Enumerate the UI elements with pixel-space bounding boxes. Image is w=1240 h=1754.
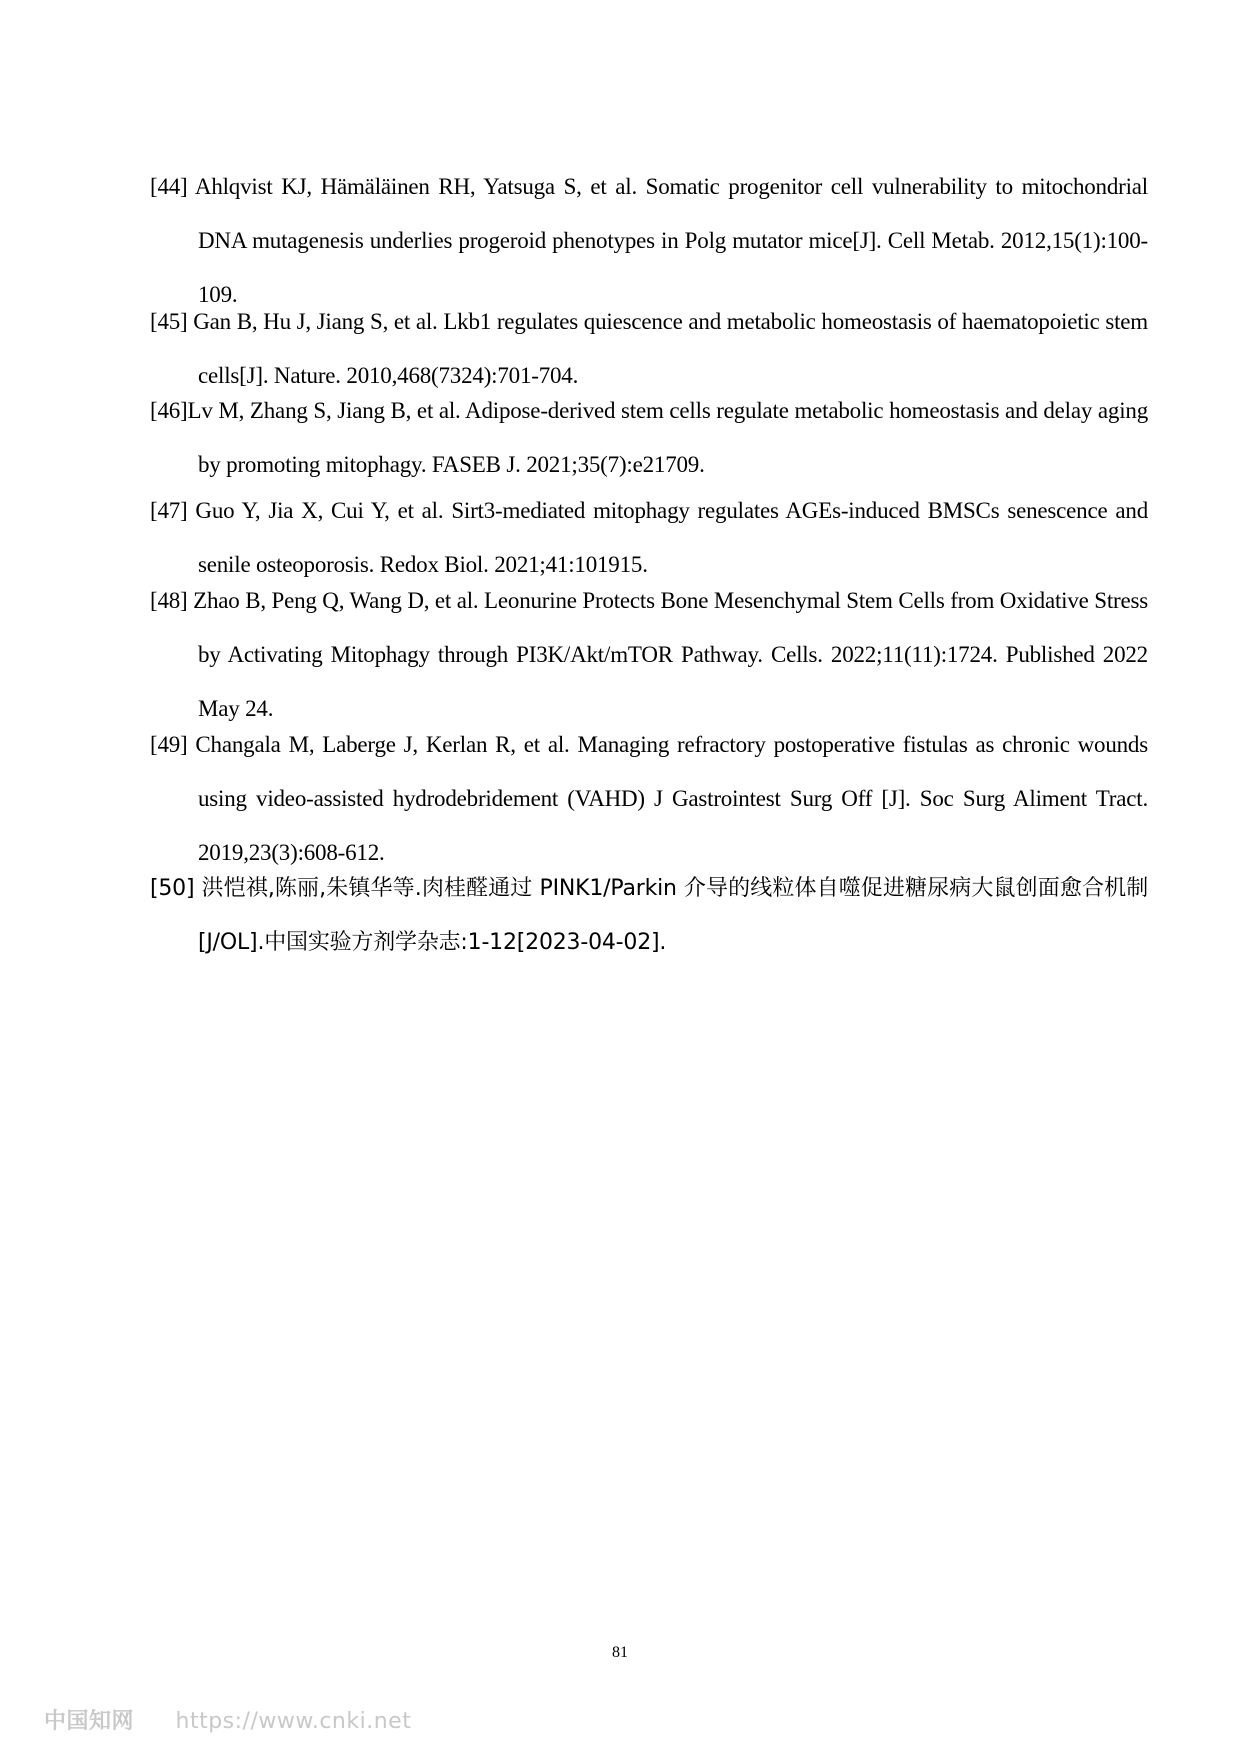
reference-49: [49] Changala M, Laberge J, Kerlan R, et al. Managing refractory postoperative fistulas as chronic wounds using video-assisted hydrodebridement (VAHD) J Gastrointest Surg Off [J]. Soc Surg Aliment Tract. 2019,23(3):608-612. [150,732,1148,865]
watermark-brand: 中国知网 [44,1709,135,1734]
watermark-url: https://www.cnki.net [175,1709,412,1734]
reference-44: [44] Ahlqvist KJ, Hämäläinen RH, Yatsuga S, et al. Somatic progenitor cell vulnerability to mitochondrial DNA mutagenesis underlies progeroid phenotypes in Polg mutator mice[J]. Cell Metab. 2012,15(1):100-109. [150,174,1148,307]
page-number: 81 [612,1644,628,1661]
reference-50: [50] 洪恺祺,陈丽,朱镇华等.肉桂醛通过 PINK1/Parkin 介导的线粒体自噬促进糖尿病大鼠创面愈合机制[J/OL].中国实验方剂学杂志:1-12[2023-04-02]. [150,876,1148,955]
cnki-watermark [44,1704,411,1735]
reference-47: [47] Guo Y, Jia X, Cui Y, et al. Sirt3-mediated mitophagy regulates AGEs-induced BMSCs senescence and senile osteoporosis. Redox Biol. 2021;41:101915. [150,498,1148,577]
reference-48: [48] Zhao B, Peng Q, Wang D, et al. Leonurine Protects Bone Mesenchymal Stem Cells from Oxidative Stress by Activating Mitophagy through PI3K/Akt/mTOR Pathway. Cells. 2022;11(11):1724. Published 2022 May 24. [150,588,1148,721]
reference-45: [45] Gan B, Hu J, Jiang S, et al. Lkb1 regulates quiescence and metabolic homeostasis of haematopoietic stem cells[J]. Nature. 2010,468(7324):701-704. [150,309,1148,388]
reference-46: [46]Lv M, Zhang S, Jiang B, et al. Adipose-derived stem cells regulate metabolic homeostasis and delay aging by promoting mitophagy. FASEB J. 2021;35(7):e21709. [150,398,1148,477]
